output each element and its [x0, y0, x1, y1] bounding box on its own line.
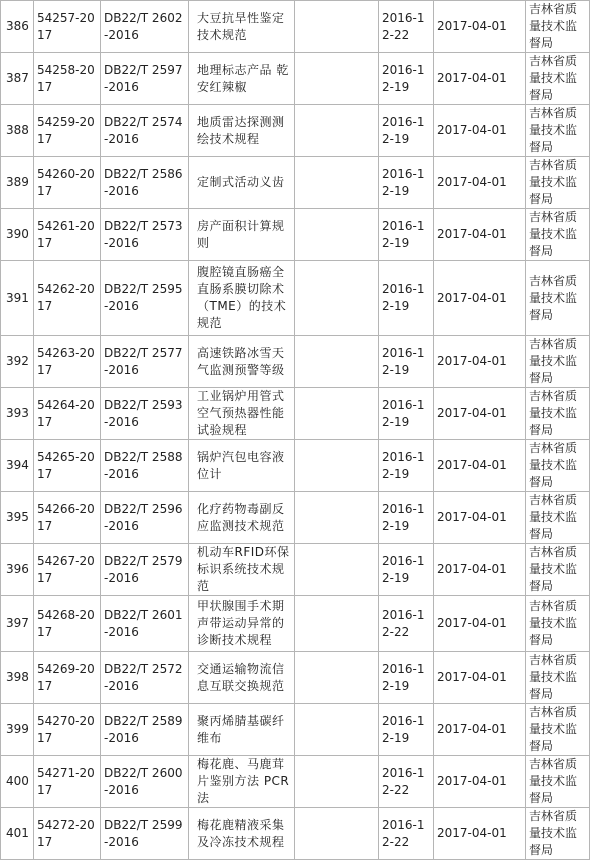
adoption-code: 54271-2017 — [34, 756, 101, 808]
issue-date: 2016-12-19 — [379, 440, 434, 492]
standard-number: DB22/T 2595-2016 — [101, 261, 189, 336]
issuing-department: 吉林省质量技术监督局 — [526, 1, 590, 53]
implementation-date: 2017-04-01 — [434, 157, 526, 209]
row-number: 399 — [1, 704, 34, 756]
empty-cell — [295, 596, 379, 652]
table-row — [1, 652, 590, 704]
row-number: 392 — [1, 336, 34, 388]
issue-date: 2016-12-19 — [379, 544, 434, 596]
table-row — [1, 336, 590, 388]
row-number: 388 — [1, 105, 34, 157]
issue-date: 2016-12-19 — [379, 105, 434, 157]
issue-date: 2016-12-19 — [379, 704, 434, 756]
standard-name: 腹腔镜直肠癌全直肠系膜切除术（TME）的技术规范 — [189, 261, 295, 336]
table-row — [1, 261, 590, 336]
empty-cell — [295, 652, 379, 704]
standard-number: DB22/T 2596-2016 — [101, 492, 189, 544]
issuing-department: 吉林省质量技术监督局 — [526, 336, 590, 388]
issuing-department: 吉林省质量技术监督局 — [526, 492, 590, 544]
standard-name: 工业锅炉用管式空气预热器性能试验规程 — [189, 388, 295, 440]
table-row — [1, 1, 590, 53]
table-row — [1, 388, 590, 440]
row-number: 386 — [1, 1, 34, 53]
empty-cell — [295, 157, 379, 209]
issuing-department: 吉林省质量技术监督局 — [526, 53, 590, 105]
standard-number: DB22/T 2589-2016 — [101, 704, 189, 756]
table-row — [1, 440, 590, 492]
empty-cell — [295, 492, 379, 544]
issuing-department: 吉林省质量技术监督局 — [526, 704, 590, 756]
standard-name: 地理标志产品 乾安红辣椒 — [189, 53, 295, 105]
table-row — [1, 596, 590, 652]
row-number: 396 — [1, 544, 34, 596]
issue-date: 2016-12-19 — [379, 209, 434, 261]
standard-name: 房产面积计算规则 — [189, 209, 295, 261]
issuing-department: 吉林省质量技术监督局 — [526, 756, 590, 808]
standard-name: 梅花鹿精液采集及冷冻技术规程 — [189, 808, 295, 860]
standard-name: 地质雷达探测测绘技术规程 — [189, 105, 295, 157]
issue-date: 2016-12-22 — [379, 756, 434, 808]
implementation-date: 2017-04-01 — [434, 53, 526, 105]
issue-date: 2016-12-22 — [379, 1, 434, 53]
table-row — [1, 756, 590, 808]
implementation-date: 2017-04-01 — [434, 756, 526, 808]
standard-number: DB22/T 2601-2016 — [101, 596, 189, 652]
issue-date: 2016-12-19 — [379, 652, 434, 704]
standard-number: DB22/T 2597-2016 — [101, 53, 189, 105]
empty-cell — [295, 261, 379, 336]
implementation-date: 2017-04-01 — [434, 492, 526, 544]
issue-date: 2016-12-19 — [379, 492, 434, 544]
standard-number: DB22/T 2588-2016 — [101, 440, 189, 492]
standard-number: DB22/T 2579-2016 — [101, 544, 189, 596]
implementation-date: 2017-04-01 — [434, 209, 526, 261]
issue-date: 2016-12-22 — [379, 596, 434, 652]
standard-name: 梅花鹿、马鹿茸片鉴别方法 PCR法 — [189, 756, 295, 808]
table-row — [1, 105, 590, 157]
table-row — [1, 544, 590, 596]
empty-cell — [295, 105, 379, 157]
issuing-department: 吉林省质量技术监督局 — [526, 440, 590, 492]
adoption-code: 54272-2017 — [34, 808, 101, 860]
table-row — [1, 53, 590, 105]
standard-name: 大豆抗旱性鉴定技术规范 — [189, 1, 295, 53]
issuing-department: 吉林省质量技术监督局 — [526, 652, 590, 704]
empty-cell — [295, 336, 379, 388]
adoption-code: 54266-2017 — [34, 492, 101, 544]
row-number: 397 — [1, 596, 34, 652]
implementation-date: 2017-04-01 — [434, 704, 526, 756]
row-number: 398 — [1, 652, 34, 704]
issue-date: 2016-12-19 — [379, 53, 434, 105]
adoption-code: 54263-2017 — [34, 336, 101, 388]
empty-cell — [295, 440, 379, 492]
implementation-date: 2017-04-01 — [434, 261, 526, 336]
issuing-department: 吉林省质量技术监督局 — [526, 209, 590, 261]
standard-name: 化疗药物毒副反应监测技术规范 — [189, 492, 295, 544]
implementation-date: 2017-04-01 — [434, 1, 526, 53]
standard-name: 高速铁路冰雪天气监测预警等级 — [189, 336, 295, 388]
empty-cell — [295, 704, 379, 756]
standard-number: DB22/T 2593-2016 — [101, 388, 189, 440]
table-body — [1, 1, 590, 860]
standard-number: DB22/T 2577-2016 — [101, 336, 189, 388]
adoption-code: 54265-2017 — [34, 440, 101, 492]
standard-name: 聚丙烯腈基碳纤维布 — [189, 704, 295, 756]
issue-date: 2016-12-19 — [379, 157, 434, 209]
standard-name: 定制式活动义齿 — [189, 157, 295, 209]
standard-number: DB22/T 2572-2016 — [101, 652, 189, 704]
implementation-date: 2017-04-01 — [434, 440, 526, 492]
standard-number: DB22/T 2573-2016 — [101, 209, 189, 261]
implementation-date: 2017-04-01 — [434, 544, 526, 596]
implementation-date: 2017-04-01 — [434, 808, 526, 860]
empty-cell — [295, 388, 379, 440]
adoption-code: 54268-2017 — [34, 596, 101, 652]
standard-number: DB22/T 2574-2016 — [101, 105, 189, 157]
issuing-department: 吉林省质量技术监督局 — [526, 157, 590, 209]
row-number: 389 — [1, 157, 34, 209]
row-number: 387 — [1, 53, 34, 105]
implementation-date: 2017-04-01 — [434, 336, 526, 388]
adoption-code: 54257-2017 — [34, 1, 101, 53]
table-row — [1, 157, 590, 209]
standard-name: 交通运输物流信息互联交换规范 — [189, 652, 295, 704]
adoption-code: 54269-2017 — [34, 652, 101, 704]
implementation-date: 2017-04-01 — [434, 596, 526, 652]
standard-name: 锅炉汽包电容液位计 — [189, 440, 295, 492]
row-number: 393 — [1, 388, 34, 440]
empty-cell — [295, 808, 379, 860]
row-number: 391 — [1, 261, 34, 336]
issuing-department: 吉林省质量技术监督局 — [526, 105, 590, 157]
adoption-code: 54267-2017 — [34, 544, 101, 596]
issuing-department: 吉林省质量技术监督局 — [526, 388, 590, 440]
standard-number: DB22/T 2586-2016 — [101, 157, 189, 209]
table-row — [1, 808, 590, 860]
issuing-department: 吉林省质量技术监督局 — [526, 261, 590, 336]
issue-date: 2016-12-22 — [379, 808, 434, 860]
issuing-department: 吉林省质量技术监督局 — [526, 544, 590, 596]
table-row — [1, 209, 590, 261]
issuing-department: 吉林省质量技术监督局 — [526, 596, 590, 652]
adoption-code: 54260-2017 — [34, 157, 101, 209]
implementation-date: 2017-04-01 — [434, 388, 526, 440]
table-row — [1, 492, 590, 544]
standard-number: DB22/T 2600-2016 — [101, 756, 189, 808]
issuing-department: 吉林省质量技术监督局 — [526, 808, 590, 860]
row-number: 401 — [1, 808, 34, 860]
standard-number: DB22/T 2599-2016 — [101, 808, 189, 860]
empty-cell — [295, 209, 379, 261]
standard-number: DB22/T 2602-2016 — [101, 1, 189, 53]
empty-cell — [295, 756, 379, 808]
implementation-date: 2017-04-01 — [434, 652, 526, 704]
adoption-code: 54259-2017 — [34, 105, 101, 157]
implementation-date: 2017-04-01 — [434, 105, 526, 157]
standard-name: 甲状腺围手术期声带运动异常的诊断技术规程 — [189, 596, 295, 652]
adoption-code: 54264-2017 — [34, 388, 101, 440]
table-row — [1, 704, 590, 756]
empty-cell — [295, 544, 379, 596]
issue-date: 2016-12-19 — [379, 261, 434, 336]
adoption-code: 54261-2017 — [34, 209, 101, 261]
row-number: 400 — [1, 756, 34, 808]
adoption-code: 54270-2017 — [34, 704, 101, 756]
row-number: 394 — [1, 440, 34, 492]
empty-cell — [295, 53, 379, 105]
row-number: 390 — [1, 209, 34, 261]
adoption-code: 54262-2017 — [34, 261, 101, 336]
standard-name: 机动车RFID环保标识系统技术规范 — [189, 544, 295, 596]
empty-cell — [295, 1, 379, 53]
adoption-code: 54258-2017 — [34, 53, 101, 105]
issue-date: 2016-12-19 — [379, 336, 434, 388]
row-number: 395 — [1, 492, 34, 544]
issue-date: 2016-12-19 — [379, 388, 434, 440]
